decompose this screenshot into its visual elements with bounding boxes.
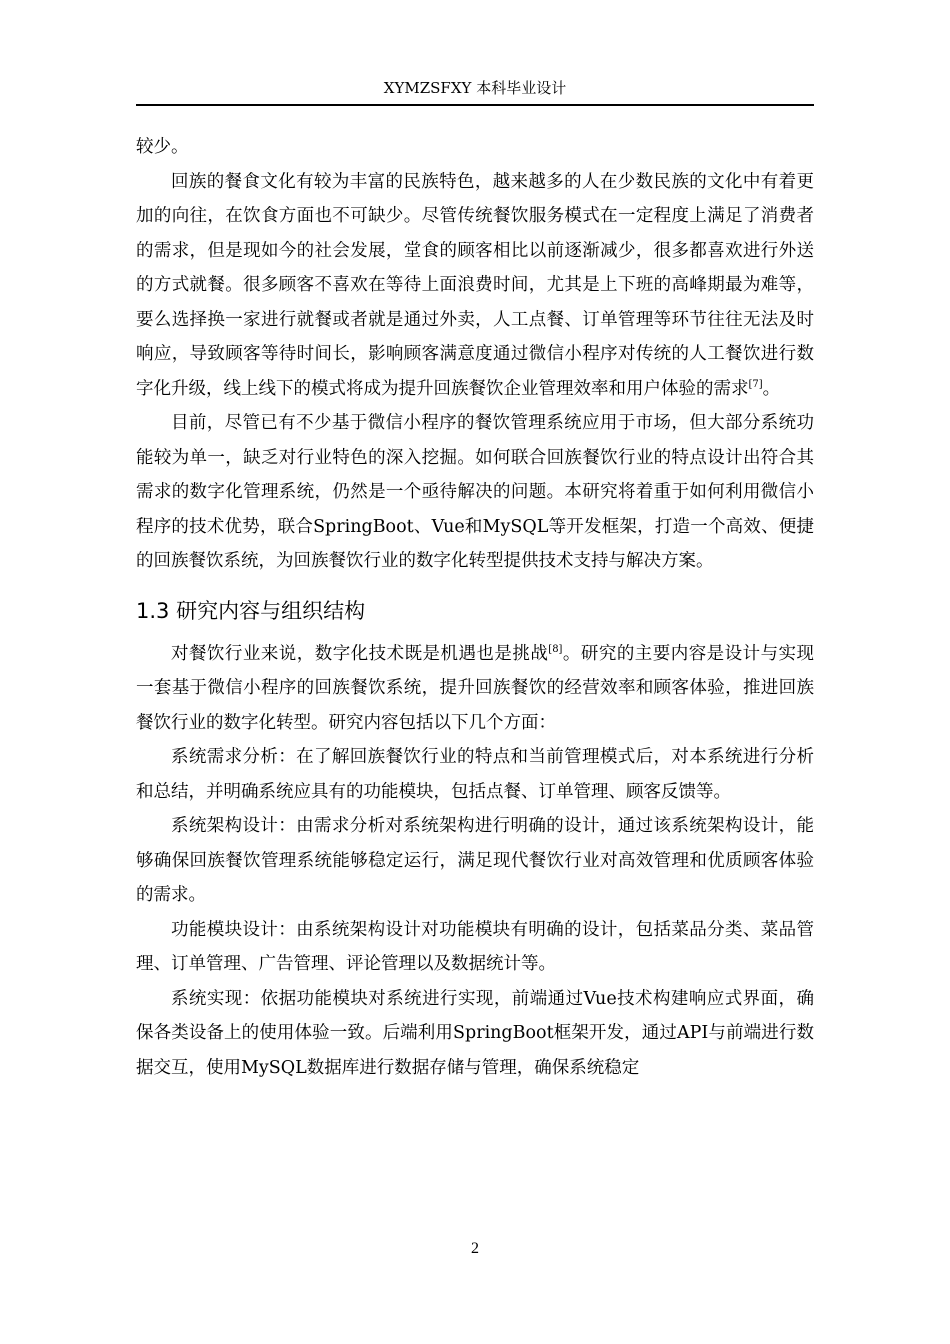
page-header: XYMZSFXY 本科毕业设计 xyxy=(136,74,814,106)
paragraph-text: 。研究的主要内容是设计与实现一套基于微信小程序的回族餐饮系统，提升回族餐饮的经营效率和顾客体验，推进回族餐饮行业的数字化转型。研究内容包括以下几个方面： xyxy=(136,643,814,733)
paragraph-current-status: 目前，尽管已有不少基于微信小程序的餐饮管理系统应用于市场，但大部分系统功能较为单一，缺乏对行业特色的深入挖掘。如何联合回族餐饮行业的特点设计出符合其需求的数字化管理系统，仍然是一个亟待解决的问题。本研究将着重于如何利用微信小程序的技术优势，联合SpringBoot、Vue和MySQL等开发框架，打造一个高效、便捷的回族餐饮系统，为回族餐饮行业的数字化转型提供技术支持与解决方案。 xyxy=(136,413,814,571)
paragraph-implementation: 系统实现：依据功能模块对系统进行实现，前端通过Vue技术构建响应式界面，确保各类设备上的使用体验一致。后端利用SpringBoot框架开发，通过API与前端进行数据交互，使用MySQL数据库进行数据存储与管理，确保系统稳定 xyxy=(136,988,814,1078)
citation-ref: [7] xyxy=(748,378,763,390)
paragraph-architecture-design: 系统架构设计：由需求分析对系统架构进行明确的设计，通过该系统架构设计，能够确保回族餐饮管理系统能够稳定运行，满足现代餐饮行业对高效管理和优质顾客体验的需求。 xyxy=(136,816,814,905)
page-number: 2 xyxy=(471,1240,479,1257)
paragraph-text: 对餐饮行业来说，数字化技术既是机遇也是挑战 xyxy=(171,643,549,664)
paragraph-hui-food-culture xyxy=(136,165,814,407)
citation-ref: [8] xyxy=(548,643,563,655)
paragraph-requirements-analysis: 系统需求分析：在了解回族餐饮行业的特点和当前管理模式后，对本系统进行分析和总结，并明确系统应具有的功能模块，包括点餐、订单管理、顾客反馈等。 xyxy=(136,747,814,802)
paragraph-text: 回族的餐食文化有较为丰富的民族特色，越来越多的人在少数民族的文化中有着更加的向往，在饮食方面也不可缺少。尽管传统餐饮服务模式在一定程度上满足了消费者的需求，但是现如今的社会发展，堂食的顾客相比以前逐渐减少，很多都喜欢进行外送的方式就餐。很多顾客不喜欢在等待上面浪费时间，尤其是上下班的高峰期最为难等，要么选择换一家进行就餐或者就是通过外卖，人工点餐、订单管理等环节往往无法及时响应，导致顾客等待时间长，影响顾客满意度通过微信小程序对传统的人工餐饮进行数字化升级，线上线下的模式将成为提升回族餐饮企业管理效率和用户体验的需求 xyxy=(136,171,814,399)
paragraph-module-design: 功能模块设计：由系统架构设计对功能模块有明确的设计，包括菜品分类、菜品管理、订单管理、广告管理、评论管理以及数据统计等。 xyxy=(136,919,814,974)
body-text xyxy=(136,130,814,1085)
paragraph-research-content xyxy=(136,637,814,741)
paragraph-end: 。 xyxy=(762,378,781,399)
section-heading: 1.3 研究内容与组织结构 xyxy=(136,598,366,623)
paragraph-continuation: 较少。 xyxy=(136,137,189,157)
